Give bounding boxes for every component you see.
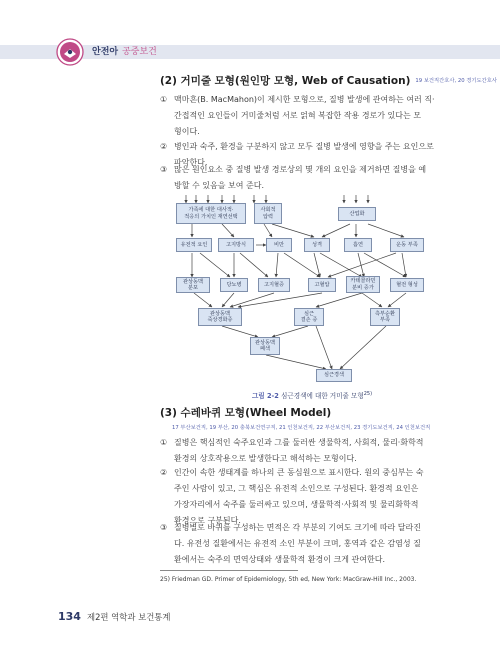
book-logo-icon xyxy=(56,38,84,66)
node-social-pressure: 사회적 압력 xyxy=(254,203,282,224)
section-2-title: (2) 거미줄 모형(원인망 모형, Web of Causation) xyxy=(160,75,411,87)
item-line: 다. 유전성 질환에서는 유전적 소인 부분이 크며, 홍역과 같은 감염성 질 xyxy=(174,539,421,549)
header-title-sub: 공중보건 xyxy=(122,47,157,57)
node-catecholamine: 카테콜라민 분비 증가 xyxy=(346,276,380,293)
item-line: 간접적인 요인들이 거미줄처럼 서로 얽혀 복잡한 작용 경로가 있다는 모 xyxy=(174,111,421,121)
footnote-divider xyxy=(160,570,298,571)
figure-caption-text: 심근경색에 대한 거미줄 모형 xyxy=(281,392,364,400)
node-high-fat-diet: 고지방식 xyxy=(218,238,254,252)
item-line: 질병은 핵심적인 숙주요인과 그를 둘러싼 생물학적, 사회적, 물리·화학적 xyxy=(174,438,424,447)
item-line: 병인과 숙주, 환경을 구분하지 않고 모두 질병 발생에 영향을 주는 요인으로 xyxy=(174,142,434,151)
node-inactivity: 운동 부족 xyxy=(390,238,424,252)
item-line: 인간이 속한 생태계를 하나의 큰 동심원으로 표시한다. 원의 중심부는 숙 xyxy=(174,468,424,477)
node-coronary-distribution: 관상동맥 분포 xyxy=(176,277,210,293)
figure-label: 그림 2-2 xyxy=(251,392,279,400)
section-3-tagline: 17 부산보건직, 19 부산, 20 충북보건연구직, 21 인천보건직, 22 부산보건직, 23 경기도보건직, 24 인천보건직 xyxy=(172,425,431,431)
section-2-heading xyxy=(160,73,497,88)
node-thrombosis: 혈전 형성 xyxy=(390,278,424,292)
node-myocardial-infarction: 심근경색 xyxy=(316,369,352,382)
node-industrialization: 산업화 xyxy=(338,207,376,221)
item-number: ① xyxy=(160,95,168,104)
item-line: 맥마흔(B. MacMahon)이 제시한 모형으로, 질병 발생에 관여하는 여러 직· xyxy=(174,95,435,104)
footnote: 25) Friedman GD. Primer of Epidemiology, 5th ed, New York: MacGraw-Hill Inc., 2003. xyxy=(160,576,417,583)
node-genetic: 유전적 요인 xyxy=(176,238,212,252)
section-2-item-1 xyxy=(160,92,464,140)
section-3-heading xyxy=(160,405,331,420)
node-myocardial-decrease: 심근 결손 증 xyxy=(294,308,324,326)
section-2-item-3 xyxy=(160,162,464,194)
node-hypertension: 고혈압 xyxy=(308,278,336,292)
figure-caption xyxy=(160,390,464,400)
page-number: 134 xyxy=(58,610,81,623)
page-header xyxy=(0,0,500,62)
node-atherosclerosis: 관상동맥 죽상경화증 xyxy=(198,308,242,326)
node-coronary-occlusion: 관상동맥 폐색 xyxy=(250,337,280,355)
item-line: 주인 사람이 있고, 그 핵심은 유전적 소인으로 구성된다. 환경적 요인은 xyxy=(174,484,419,494)
node-hyperlipidemia: 고지혈증 xyxy=(258,278,290,292)
item-number: ② xyxy=(160,468,168,477)
node-smoking: 흡연 xyxy=(344,238,372,252)
node-collateral-circulation: 측부순환 부족 xyxy=(370,308,400,326)
item-line: 형이다. xyxy=(174,127,200,137)
section-3-item-1 xyxy=(160,435,464,467)
node-diabetes: 당뇨병 xyxy=(220,278,248,292)
node-obesity: 비만 xyxy=(266,238,292,252)
section-3-title: (3) 수레바퀴 모형(Wheel Model) xyxy=(160,407,332,419)
node-stress: 가족에 대한 대사적· 적응의 가치인 재연선택 xyxy=(176,203,246,224)
item-line: 가장자리에서 숙주를 둘러싸고 있으며, 생물학적·사회적 및 물리화학적 xyxy=(174,500,419,510)
item-line: 많은 원인요소 중 질병 발생 경로상의 몇 개의 요인을 제거하면 질병을 예 xyxy=(174,165,427,174)
item-line: 환경의 상호작용으로 발생한다고 해석하는 모형이다. xyxy=(174,454,357,464)
item-number: ③ xyxy=(160,165,168,174)
item-number: ② xyxy=(160,142,168,151)
item-line: 방할 수 있음을 보여 준다. xyxy=(174,181,264,191)
item-line: 질병별로 바퀴를 구성하는 면적은 각 부분의 기여도 크기에 따라 달라진 xyxy=(174,523,421,532)
item-line: 파악한다. xyxy=(174,158,208,168)
item-line: 환에서는 숙주의 면역상태와 생물학적 환경이 크게 관여한다. xyxy=(174,555,385,565)
header-title-main: 안전아 xyxy=(92,47,119,57)
web-of-causation-diagram xyxy=(172,195,430,385)
section-3-item-3 xyxy=(160,520,464,568)
item-number: ① xyxy=(160,438,168,447)
figure-caption-footnote-ref: 25) xyxy=(363,390,373,397)
item-number: ③ xyxy=(160,523,168,532)
item-line: 환경으로 구분된다. xyxy=(174,516,241,526)
node-personality: 성격 xyxy=(304,238,330,252)
chapter-title: 제2편 역학과 보건통계 xyxy=(87,612,171,622)
section-2-tag: 19 보건직간호사, 20 경기도간호사 xyxy=(415,78,498,84)
header-title xyxy=(92,44,157,57)
